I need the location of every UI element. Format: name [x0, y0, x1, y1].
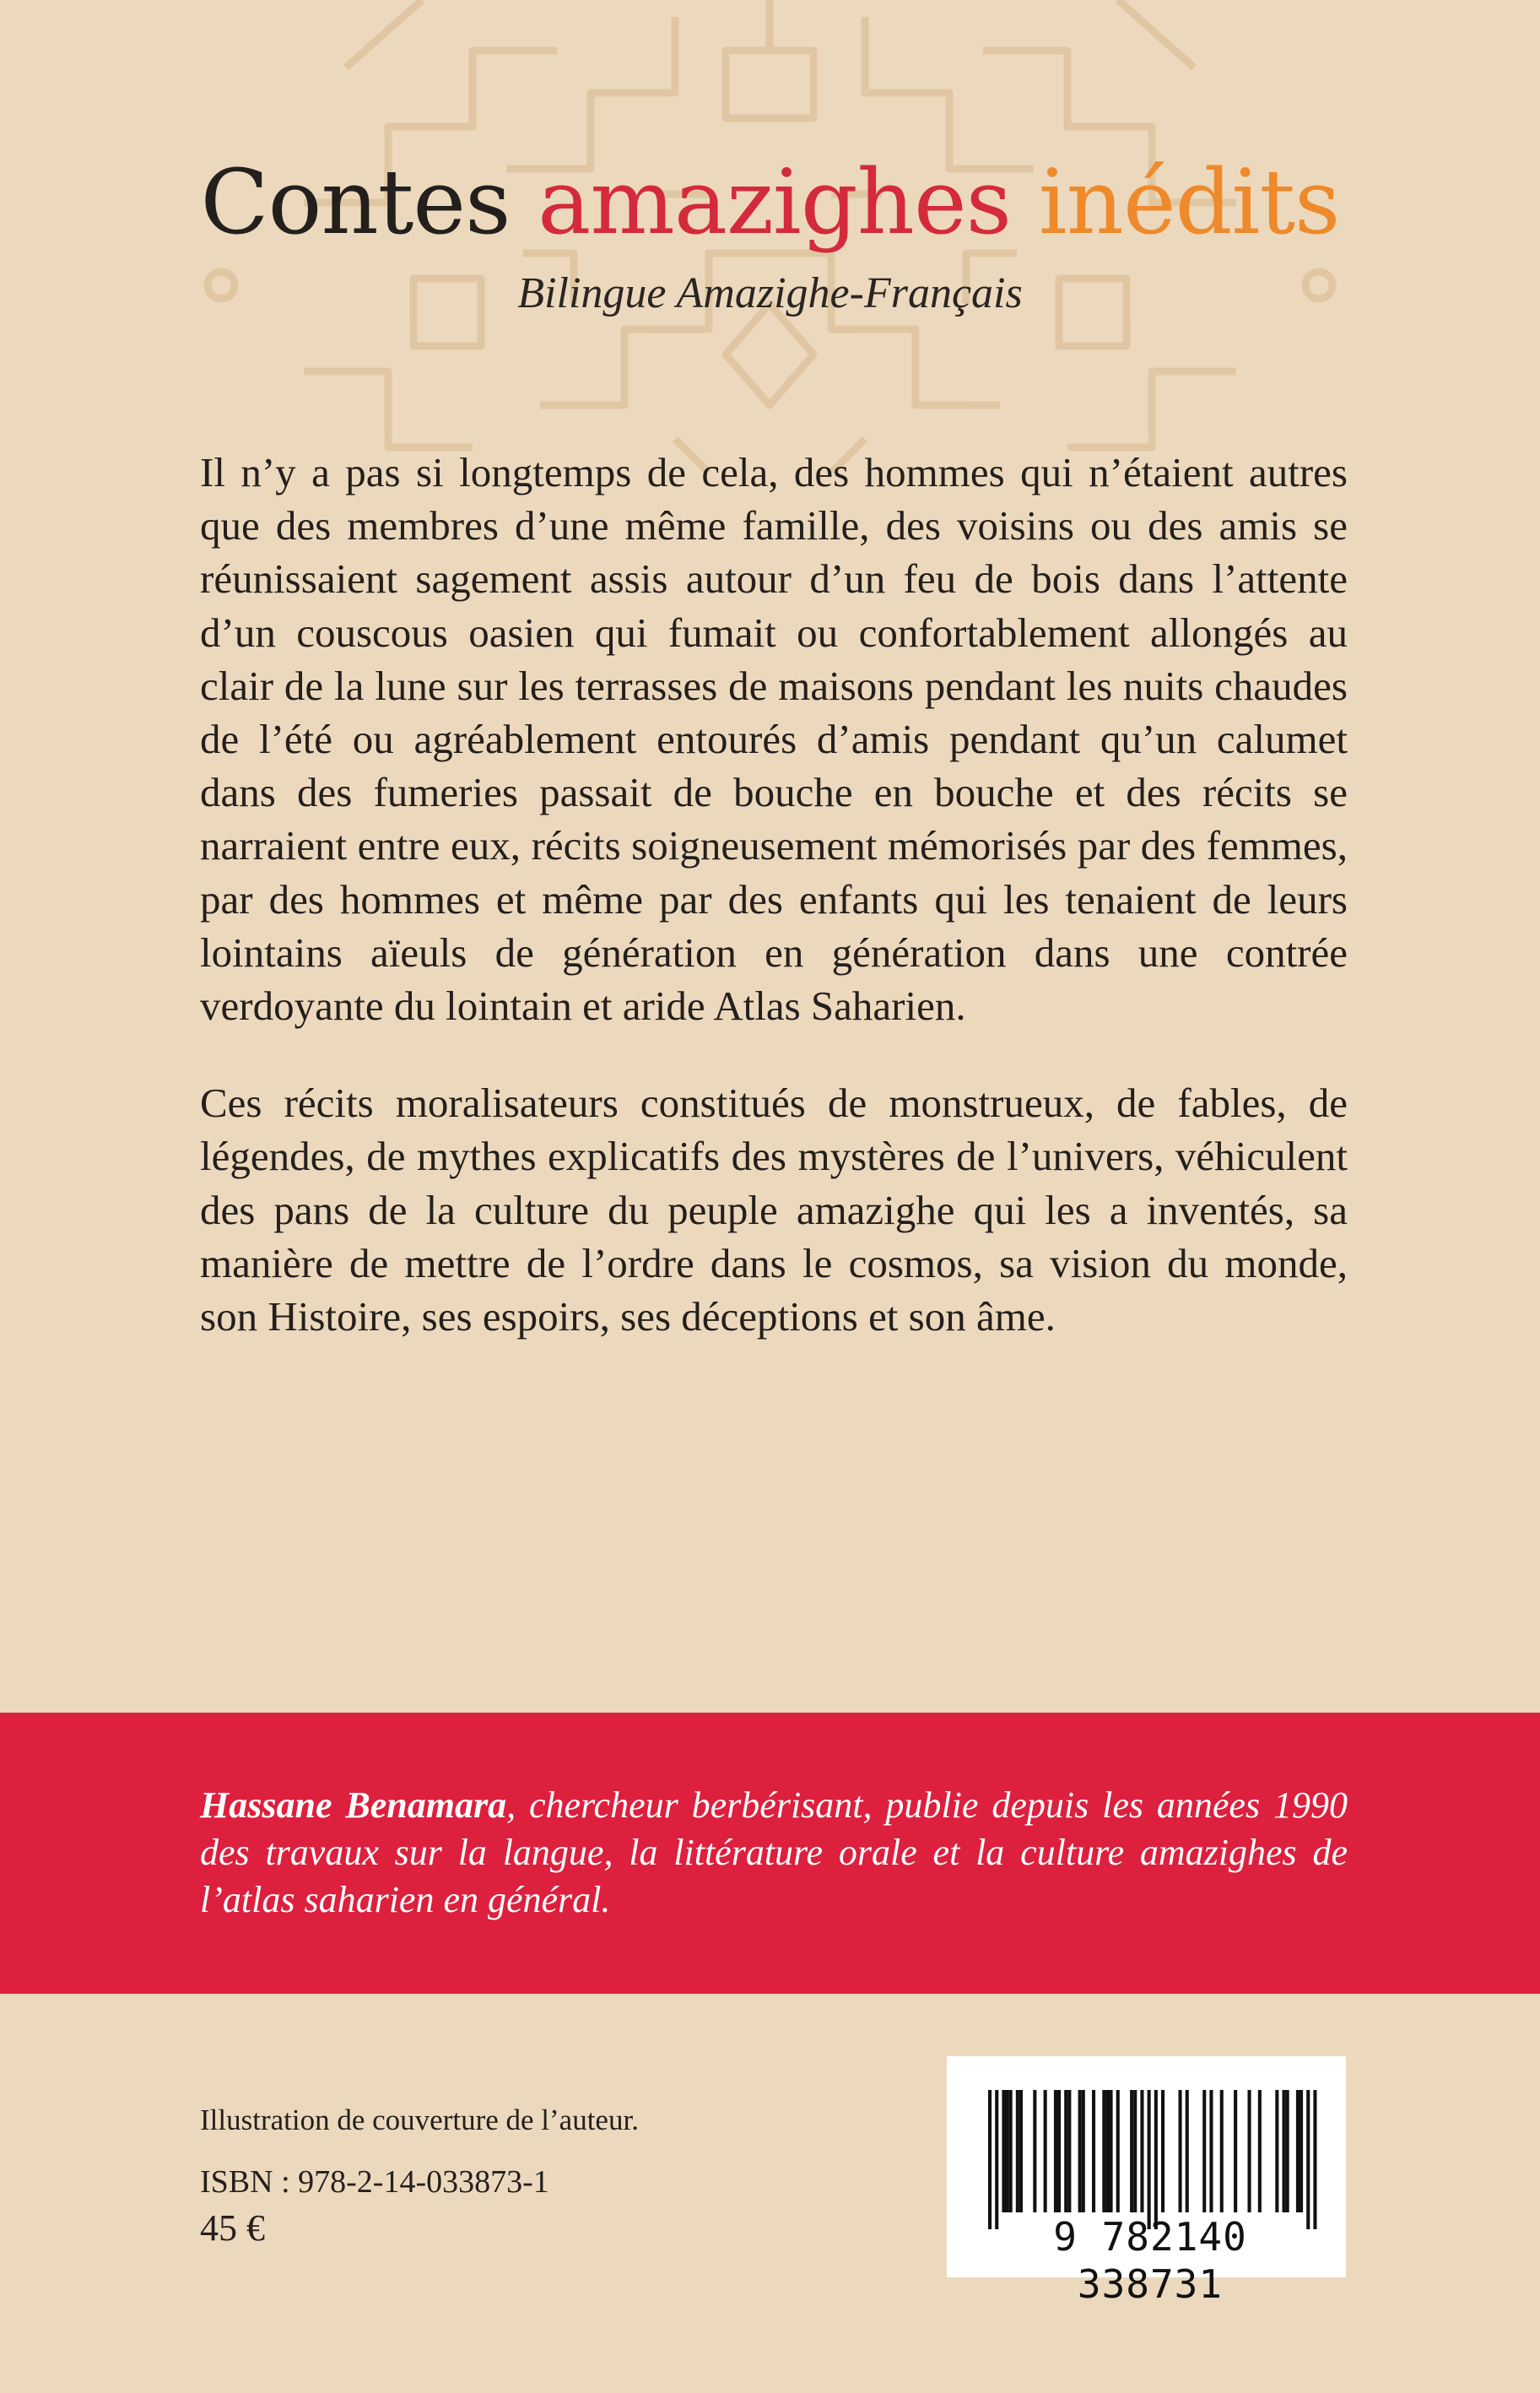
barcode-bar — [1019, 2090, 1023, 2212]
barcode-bar — [1209, 2090, 1213, 2212]
barcode-bar — [1009, 2090, 1013, 2212]
title-word-amazighes: amazighes — [538, 150, 1012, 254]
barcode-bar — [1258, 2090, 1262, 2212]
barcode-bar — [1286, 2090, 1289, 2212]
illustration-credit: Illustration de couverture de l’auteur. — [200, 2103, 639, 2136]
barcode-bar — [1067, 2090, 1071, 2212]
author-band — [0, 1713, 1540, 1994]
barcode-bar — [1300, 2090, 1303, 2212]
barcode-bar — [1140, 2090, 1143, 2212]
barcode-bar — [1006, 2090, 1009, 2212]
barcode-bar — [1016, 2090, 1019, 2212]
barcode-bar — [1186, 2090, 1189, 2212]
blurb-paragraph: Il n’y a pas si longtemps de cela, des hommes qui n’étaient autres que des membres d’une même famille, des voisins ou des amis se réunissaient sagement assis autour d’un feu de bois dans l’attente d’un couscous oasien qui fumait ou confortablement allongés au clair de la lune sur les terrasses de maisons pendant les nuits chaudes de l’été ou agréablement entourés d’amis pendant qu’un calumet dans des fumeries passait de bouche en bouche et des récits se narraient entre eux, récits soigneusement mémorisés par des femmes, par des hommes et même par des enfants qui les tenaient de leurs lointains aïeuls de génération en génération dans une contrée verdoyante du lointain et aride Atlas Saharien. — [200, 449, 1348, 1030]
barcode — [947, 2056, 1346, 2307]
barcode-bar — [1306, 2090, 1310, 2229]
blurb — [200, 446, 1348, 1343]
author-bio — [200, 1782, 1348, 1924]
barcode-bar — [1148, 2090, 1151, 2229]
blurb-paragraph: Ces récits moralisateurs constitués de monstrueux, de fables, de légendes, de mythes explicatifs des mystères de l’univers, véhiculent des pans de la culture du peuple amazighe qui les a inventés, sa manière de mettre de l’ordre dans le cosmos, sa vision du monde, son Histoire, ses espoirs, ses déceptions et son âme. — [200, 1080, 1348, 1340]
isbn: ISBN : 978-2-14-033873-1 — [200, 2164, 549, 2200]
barcode-bar — [1092, 2090, 1095, 2212]
barcode-bar — [1248, 2090, 1251, 2212]
barcode-bar — [1082, 2090, 1085, 2212]
author-bio-text: , chercheur berbérisant, publie depuis les années 1990 des travaux sur la langue, la littérature orale et la culture amazighes de l’atlas saharien en général. — [200, 1784, 1348, 1920]
title-word-inedits: inédits — [1038, 150, 1340, 254]
title-word-contes: Contes — [200, 150, 511, 254]
barcode-bar — [1133, 2090, 1137, 2212]
barcode-bar — [1054, 2090, 1057, 2212]
barcode-bar — [1044, 2090, 1047, 2212]
barcode-bar — [1313, 2090, 1316, 2229]
barcode-bar — [1234, 2090, 1237, 2212]
price: 45 € — [200, 2207, 265, 2249]
barcode-bar — [1116, 2090, 1120, 2212]
barcode-bar — [1102, 2090, 1105, 2212]
barcode-digits: 9 782140 338731 — [1053, 2214, 1247, 2307]
barcode-bar — [1130, 2090, 1133, 2212]
barcode-bar — [1002, 2090, 1005, 2212]
barcode-bar — [1202, 2090, 1206, 2212]
barcode-bar — [1220, 2090, 1224, 2212]
barcode-bar — [1154, 2090, 1158, 2229]
book-title — [0, 148, 1540, 257]
barcode-bar — [988, 2090, 992, 2229]
barcode-bar — [995, 2090, 998, 2229]
barcode-bar — [1283, 2090, 1286, 2212]
barcode-bar — [1161, 2090, 1164, 2212]
barcode-bar — [1105, 2090, 1109, 2212]
book-subtitle: Bilingue Amazighe-Français — [517, 269, 1023, 317]
barcode-bar — [1275, 2090, 1278, 2212]
barcode-bar — [1078, 2090, 1082, 2212]
barcode-bar — [1110, 2090, 1113, 2212]
barcode-bar — [1179, 2090, 1182, 2212]
author-name: Hassane Benamara — [200, 1784, 507, 1826]
barcode-bar — [1057, 2090, 1061, 2212]
barcode-bar — [1033, 2090, 1036, 2212]
barcode-bar — [1064, 2090, 1067, 2212]
barcode-bar — [1296, 2090, 1300, 2212]
